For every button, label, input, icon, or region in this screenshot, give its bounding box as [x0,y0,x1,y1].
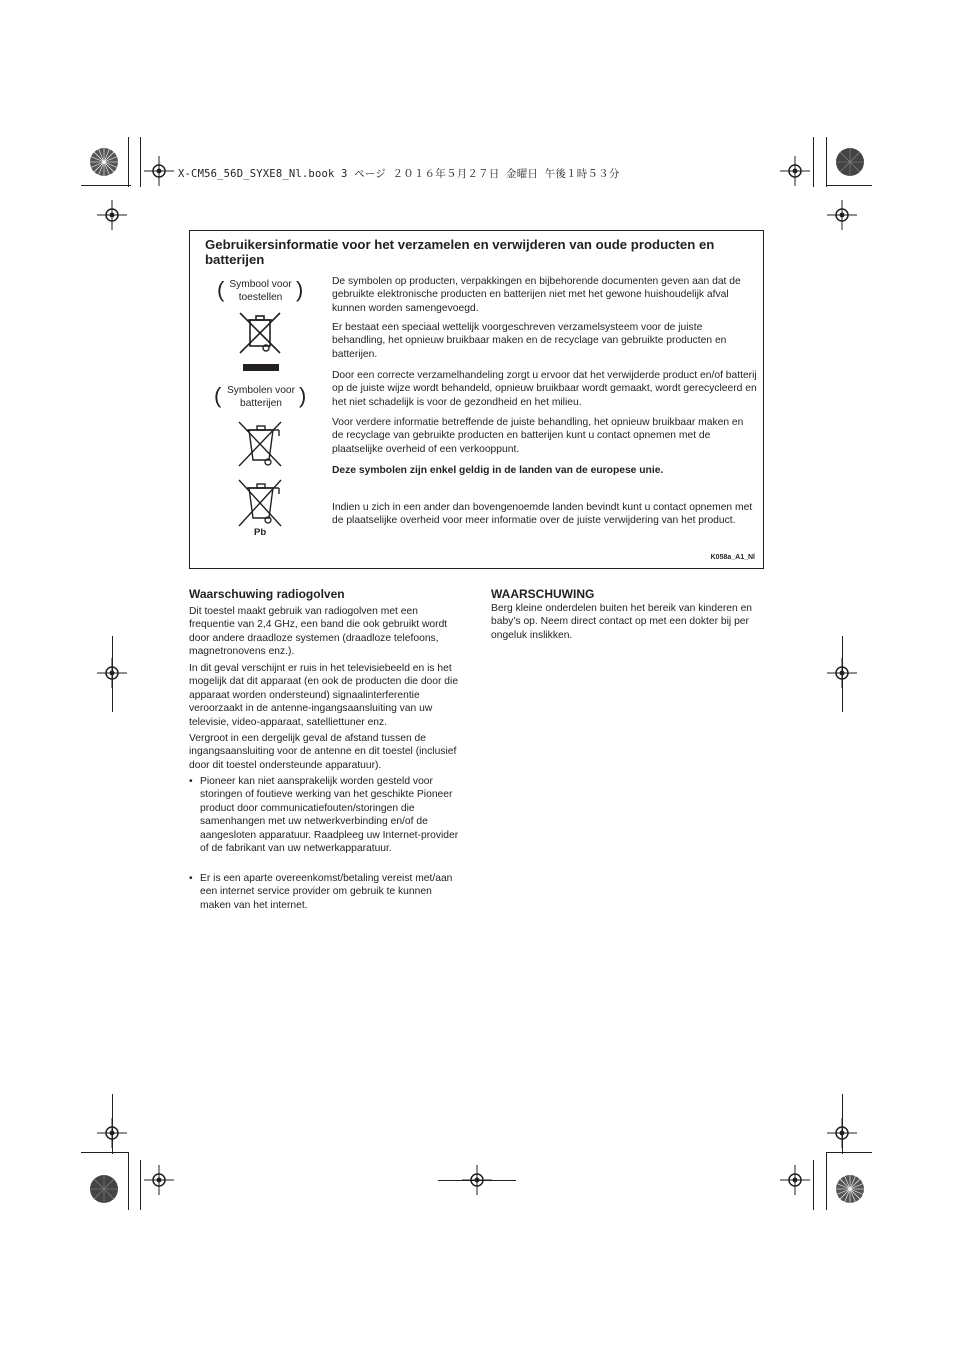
crop-mark [842,1094,843,1154]
crossed-bin-battery-pb-icon [237,478,285,528]
radio-paragraph: In dit geval verschijnt er ruis in het televisiebeeld en is het mogelijk dat dit apparaat (en ook de producten die door die apparaat worden ondersteund) signaalinterferentie veroorzaakt in de antenne-ingangsaansluiting van uw televisie, video-apparaat, satelliettuner enz. [189,663,459,728]
registration-mark-icon [97,200,127,230]
crop-mark [438,1180,516,1181]
box-paragraph-bold: Deze symbolen zijn enkel geldig in de landen van de europese unie. [332,465,664,476]
radio-bullet: Pioneer kan niet aansprakelijk worden gesteld voor storingen of foutieve werking van het geschikte Pioneer product door communicatiefouten/storingen die samenhangen met uw netwerkverbinding en/of de aangesloten apparatuur. Raadpleeg uw Internet-provider of de fabrikant van uw netwerkapparatuur. [200,776,459,855]
registration-mark-icon [780,1165,810,1195]
starburst-target-icon [835,1174,865,1204]
registration-mark-icon [827,200,857,230]
registration-mark-icon [780,156,810,186]
registration-mark-icon [144,1165,174,1195]
box-title: Gebruikersinformatie voor het verzamelen en verwijderen van oude producten en batterijen [205,237,715,267]
radio-paragraph: Vergroot in een dergelijk geval de afstand tussen de ingangsaansluiting voor de antenne en dit toestel (inclusief door dit toestel ondersteunde apparatuur). [189,733,457,771]
box-code: K058a_A1_Nl [710,554,755,561]
crop-mark [81,1152,129,1153]
crop-mark [826,137,827,187]
box-paragraph: Door een correcte verzamelhandeling zorgt u ervoor dat het verwijderde product en/of batterij op de juiste wijze wordt behandeld, opnieuw bruikbaar wordt gemaakt, wordt gerecycleerd en het niet schadelijk is voor de gezondheid en het milieu. [332,370,757,408]
box-paragraph: Indien u zich in een ander dan bovengenoemde landen bevindt kunt u contact opnemen met de plaatselijke overheid voor meer informatie over de juiste verwijdering van het product. [332,502,753,527]
crop-mark [128,1152,129,1210]
warning-title: WAARSCHUWING [491,587,595,601]
radio-paragraph: Dit toestel maakt gebruik van radiogolven met een frequentie van 2,4 GHz, een band die ook gebruikt wordt door andere draadloze systemen (draadloze telefoons, magnetronovens enz.). [189,606,448,658]
crop-mark [140,137,141,187]
bullet-dot: • [189,873,193,884]
radio-warning-title: Waarschuwing radiogolven [189,587,345,601]
crossed-bin-battery-icon [237,420,285,468]
starburst-target-icon [835,147,865,177]
starburst-target-icon [89,147,119,177]
paren-right: ) [299,383,307,408]
crop-mark [813,1160,814,1210]
paren-left: ( [217,277,225,302]
starburst-target-icon [89,1174,119,1204]
warning-text: Berg kleine onderdelen buiten het bereik van kinderen en baby’s op. Neem direct contact op met een dokter bij per ongeluk inslikken. [491,603,753,641]
box-paragraph: Er bestaat een speciaal wettelijk voorgeschreven verzamelsysteem voor de juiste behandling, het opnieuw bruikbaar maken en de recyclage van gebruikte producten en batterijen. [332,322,727,360]
box-paragraph: De symbolen op producten, verpakkingen en bijbehorende documenten geven aan dat de gebruikte elektronische producten en batterijen niet met het gewone huishoudelijk afval kunnen worden samengevoegd. [332,276,741,314]
symbol-devices-label: Symbool voor toestellen [229,279,292,303]
crop-mark [813,137,814,187]
crop-mark [128,137,129,187]
radio-bullet: Er is een aparte overeenkomst/betaling vereist met/aan een internet service provider om gebruik te kunnen maken van het internet. [200,873,453,911]
crop-mark [81,185,131,186]
file-info-header: X-CM56_56D_SYXE8_Nl.book 3 ページ ２０１６年５月２７日 金曜日 午後１時５３分 [178,168,620,180]
symbol-batteries-label: Symbolen voor batterijen [227,385,295,409]
bin-bar [243,364,279,371]
registration-mark-icon [144,156,174,186]
crop-mark [826,1152,872,1153]
crossed-bin-icon [237,310,283,356]
pb-label: Pb [254,527,267,538]
crop-mark [826,185,872,186]
box-paragraph: Voor verdere informatie betreffende de juiste behandling, het opnieuw bruikbaar maken en de recyclage van gebruikte producten en batterijen kunt u contact opnemen met de plaatselijke overheid of een verkooppunt. [332,417,744,455]
paren-left: ( [214,383,222,408]
crop-mark [112,1094,113,1154]
bullet-dot: • [189,776,193,787]
crop-mark [826,1152,827,1210]
crop-mark [112,636,113,712]
crop-mark [842,636,843,712]
paren-right: ) [296,277,304,302]
crop-mark [140,1160,141,1210]
